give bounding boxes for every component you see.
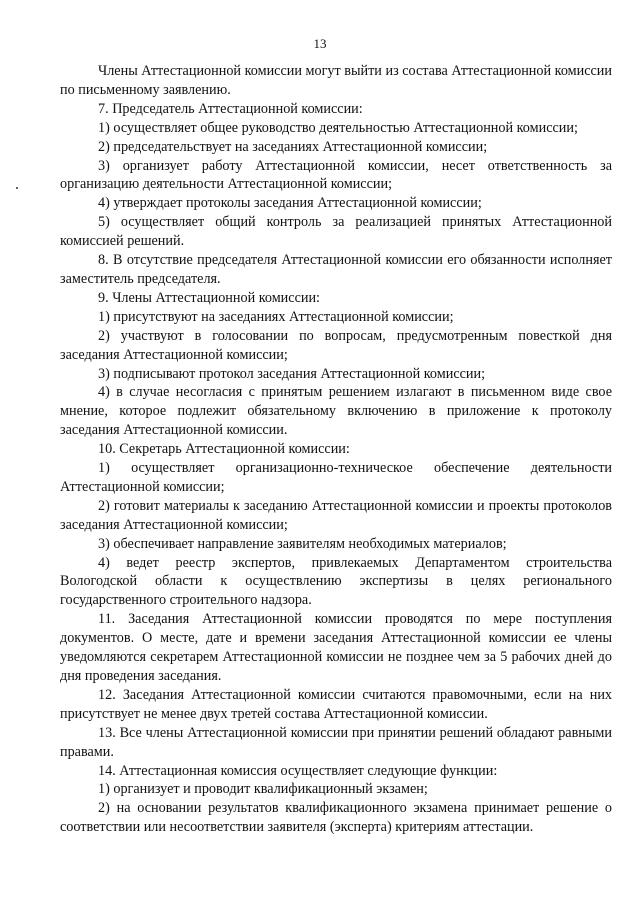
paragraph: 4) в случае несогласия с принятым решением излагают в письменном виде свое мнение, которое подлежит обязательному включению в приложение к протоколу заседания Аттестационной комиссии. [60, 384, 612, 439]
paragraph: 13. Все члены Аттестационной комиссии при принятии решений обладают равными правами. [60, 724, 612, 760]
paragraph: 1) организует и проводит квалификационный экзамен; [98, 781, 428, 798]
paragraph: 1) осуществляет организационно-техническое обеспечение деятельности Аттестационной комиссии; [60, 460, 612, 495]
paragraph: 7. Председатель Аттестационной комиссии: [98, 100, 363, 117]
paragraph: 3) организует работу Аттестационной комиссии, несет ответственность за организацию деятельности Аттестационной комиссии; [60, 157, 612, 193]
paragraph: 2) на основании результатов квалификационного экзамена принимает решение о соответствии или несоответствии заявителя (эксперта) критериям аттестации. [60, 800, 612, 836]
paragraph: 1) присутствуют на заседаниях Аттестационной комиссии; [98, 308, 454, 325]
paragraph: 3) подписывают протокол заседания Аттестационной комиссии; [98, 365, 486, 382]
document-body [60, 62, 612, 837]
paragraph: 12. Заседания Аттестационной комиссии считаются правомочными, если на них присутствует не менее двух третей состава Аттестационной комиссии. [60, 686, 612, 722]
paragraph: 14. Аттестационная комиссия осуществляет следующие функции: [98, 762, 498, 779]
paragraph: 4) утверждает протоколы заседания Аттестационной комиссии; [98, 195, 482, 212]
paragraph: 1) осуществляет общее руководство деятельностью Аттестационной комиссии; [98, 119, 578, 136]
paragraph: 9. Члены Аттестационной комиссии: [98, 289, 320, 306]
paragraph: Члены Аттестационной комиссии могут выйти из состава Аттестационной комиссии по письменному заявлению. [60, 63, 612, 98]
paragraph: 2) готовит материалы к заседанию Аттестационной комиссии и проекты протоколов заседания Аттестационной комиссии; [60, 497, 612, 533]
paragraph: 5) осуществляет общий контроль за реализацией принятых Аттестационной комиссией решений. [60, 214, 612, 250]
paragraph: 2) участвуют в голосовании по вопросам, предусмотренным повесткой дня заседания Аттестационной комиссии; [60, 327, 612, 363]
paragraph: 2) председательствует на заседаниях Аттестационной комиссии; [98, 138, 488, 155]
paragraph: 4) ведет реестр экспертов, привлекаемых Департаментом строительства Вологодской области к осуществлению экспертизы в целях регионального государственного строительного надзора. [60, 554, 612, 609]
page-number: 13 [313, 36, 327, 51]
paragraph: 10. Секретарь Аттестационной комиссии: [98, 441, 350, 458]
paragraph: 3) обеспечивает направление заявителям необходимых материалов; [98, 535, 507, 552]
paragraph: 8. В отсутствие председателя Аттестационной комиссии его обязанности исполняет заместитель председателя. [60, 252, 612, 287]
scan-artifact-dot [16, 187, 18, 189]
paragraph: 11. Заседания Аттестационной комиссии проводятся по мере поступления документов. О месте, дате и времени заседания Аттестационной комиссии ее члены уведомляются секретарем Аттестационной комиссии не позднее чем за 5 рабочих дней до дня проведения заседания. [60, 611, 612, 684]
